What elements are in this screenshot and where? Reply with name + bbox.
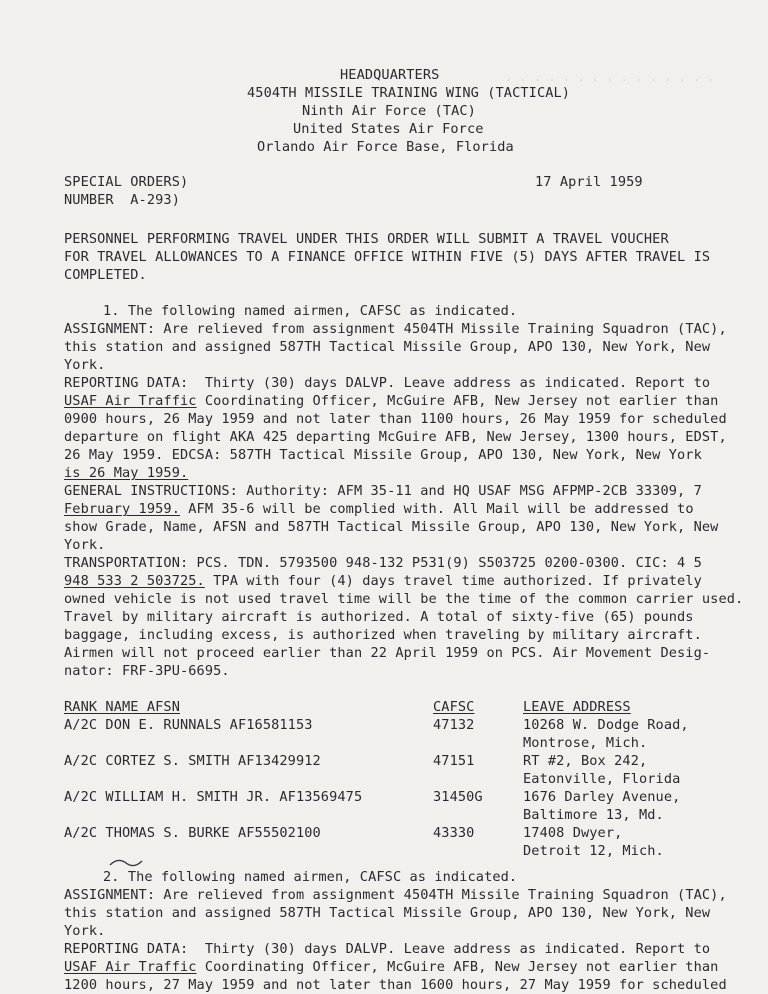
para1-assignment-line-3: York. [64, 357, 106, 373]
para1-transport-line-6: Airmen will not proceed earlier than 22 April 1959 on PCS. Air Movement Desig- [64, 645, 711, 661]
roster-row-address-line-1: 1676 Darley Avenue, [523, 789, 681, 805]
para1-reporting-line-1: REPORTING DATA: Thirty (30) days DALVP. Leave address as indicated. Report to [64, 375, 711, 391]
para1-transport-label: TRANSPORTATION: [64, 555, 189, 571]
para2-intro: 2. The following named airmen, CAFSC as indicated. [103, 869, 518, 885]
handwritten-mark-icon [108, 855, 144, 869]
para1-assignment-line-2: this station and assigned 587TH Tactical Missile Group, APO 130, New York, New [64, 339, 711, 355]
para1-transport-line-7: nator: FRF-3PU-6695. [64, 663, 230, 679]
para1-reporting-label: REPORTING DATA: [64, 375, 189, 391]
para2-assignment-label: ASSIGNMENT: [64, 887, 156, 903]
para1-transport-line-5: baggage, including excess, is authorized when traveling by military aircraft. [64, 627, 702, 643]
header-line-2: 4504TH MISSILE TRAINING WING (TACTICAL) [247, 85, 571, 101]
roster-row-address-line-2: Montrose, Mich. [523, 735, 648, 751]
roster-row-address-line-1: 10268 W. Dodge Road, [523, 717, 689, 733]
roster-row-address-line-2: Eatonville, Florida [523, 771, 681, 787]
special-orders-label: SPECIAL ORDERS) [64, 174, 189, 190]
para1-reporting-line-5: 26 May 1959. EDCSA: 587TH Tactical Missile Group, APO 130, New York, New York [64, 447, 702, 463]
bleed-through-text: . . . . . . . . . . . . . . . [505, 70, 715, 84]
roster-row-cafsc: 31450G [433, 789, 483, 805]
voucher-notice-line-1: PERSONNEL PERFORMING TRAVEL UNDER THIS ORDER WILL SUBMIT A TRAVEL VOUCHER [64, 231, 669, 247]
para1-assignment-line-1: ASSIGNMENT: Are relieved from assignment 4504TH Missile Training Squadron (TAC), [64, 321, 727, 337]
para1-transport-line-3: owned vehicle is not used travel time will be the time of the common carrier used. [64, 591, 744, 607]
para1-general-line-1: GENERAL INSTRUCTIONS: Authority: AFM 35-11 and HQ USAF MSG AFPMP-2CB 33309, 7 [64, 483, 702, 499]
para1-reporting-line-3: 0900 hours, 26 May 1959 and not later than 1100 hours, 26 May 1959 for scheduled [64, 411, 727, 427]
roster-row-cafsc: 47151 [433, 753, 475, 769]
para2-assignment-line-2: this station and assigned 587TH Tactical Missile Group, APO 130, New York, New [64, 905, 711, 921]
voucher-notice-line-2: FOR TRAVEL ALLOWANCES TO A FINANCE OFFICE WITHIN FIVE (5) DAYS AFTER TRAVEL IS [64, 249, 711, 265]
para1-transport-line-2: 948 533 2 503725. TPA with four (4) days travel time authorized. If privately [64, 573, 702, 589]
para1-general-line-2: February 1959. AFM 35-6 will be complied with. All Mail will be addressed to [64, 501, 694, 517]
roster-row-cafsc: 47132 [433, 717, 475, 733]
para1-transport-line-4: Travel by military aircraft is authorized. A total of sixty-five (65) pounds [64, 609, 694, 625]
roster-row-address-line-2: Detroit 12, Mich. [523, 843, 664, 859]
para1-transport-line-1: TRANSPORTATION: PCS. TDN. 5793500 948-132 P531(9) S503725 0200-0300. CIC: 4 5 [64, 555, 702, 571]
roster-row-name: A/2C DON E. RUNNALS AF16581153 [64, 717, 313, 733]
para1-reporting-line-6: is 26 May 1959. [64, 465, 189, 481]
roster-header-leave: LEAVE ADDRESS [523, 699, 631, 715]
roster-row-name: A/2C WILLIAM H. SMITH JR. AF13569475 [64, 789, 363, 805]
para2-reporting-line-3: 1200 hours, 27 May 1959 and not later than 1600 hours, 27 May 1959 for scheduled [64, 977, 727, 993]
roster-row-address-line-1: RT #2, Box 242, [523, 753, 648, 769]
para2-reporting-line-2: USAF Air Traffic Coordinating Officer, McGuire AFB, New Jersey not earlier than [64, 959, 719, 975]
roster-row-address-line-1: 17408 Dwyer, [523, 825, 623, 841]
para2-assignment-line-3: York. [64, 923, 106, 939]
header-line-4: United States Air Force [293, 121, 484, 137]
roster-row-name: A/2C CORTEZ S. SMITH AF13429912 [64, 753, 321, 769]
header-line-1: HEADQUARTERS [340, 67, 440, 83]
para2-reporting-line-1: REPORTING DATA: Thirty (30) days DALVP. Leave address as indicated. Report to [64, 941, 711, 957]
header-line-5: Orlando Air Force Base, Florida [257, 139, 514, 155]
para2-assignment-line-1: ASSIGNMENT: Are relieved from assignment 4504TH Missile Training Squadron (TAC), [64, 887, 727, 903]
para2-reporting-label: REPORTING DATA: [64, 941, 189, 957]
para1-general-line-3: show Grade, Name, AFSN and 587TH Tactical Missile Group, APO 130, New York, New [64, 519, 719, 535]
para1-assignment-label: ASSIGNMENT: [64, 321, 156, 337]
para1-general-line-4: York. [64, 537, 106, 553]
para1-reporting-line-2: USAF Air Traffic Coordinating Officer, McGuire AFB, New Jersey not earlier than [64, 393, 719, 409]
para1-reporting-line-4: departure on flight AKA 425 departing McGuire AFB, New Jersey, 1300 hours, EDST, [64, 429, 727, 445]
para1-intro: 1. The following named airmen, CAFSC as indicated. [103, 303, 518, 319]
para1-general-label: GENERAL INSTRUCTIONS: [64, 483, 238, 499]
order-date: 17 April 1959 [535, 174, 643, 190]
roster-header-cafsc: CAFSC [433, 699, 475, 715]
roster-row-address-line-2: Baltimore 13, Md. [523, 807, 664, 823]
roster-header-name: RANK NAME AFSN [64, 699, 180, 715]
voucher-notice-line-3: COMPLETED. [64, 267, 147, 283]
roster-row-cafsc: 43330 [433, 825, 475, 841]
roster-row-name: A/2C THOMAS S. BURKE AF55502100 [64, 825, 321, 841]
order-number: NUMBER A-293) [64, 192, 180, 208]
header-line-3: Ninth Air Force (TAC) [302, 103, 476, 119]
